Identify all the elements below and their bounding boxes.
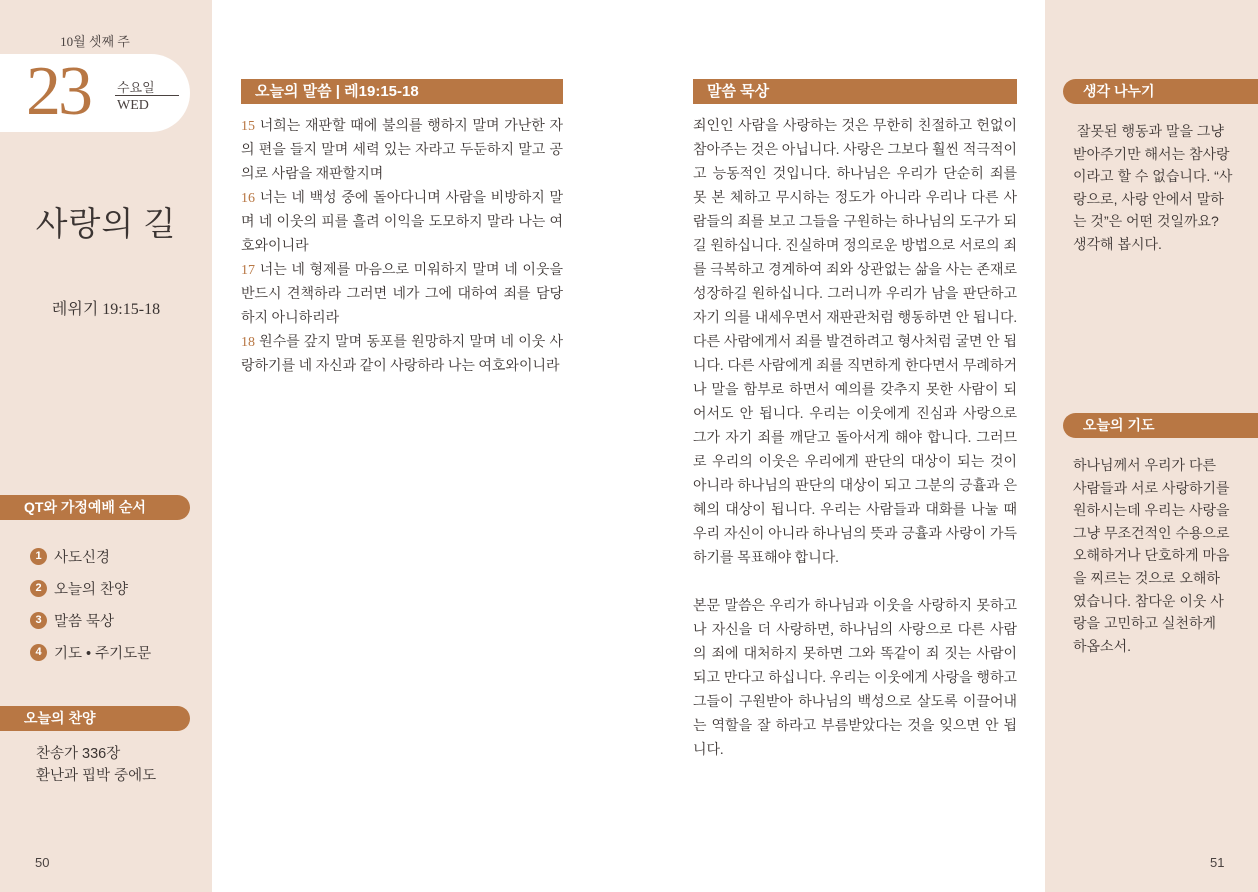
verse [241,187,563,259]
weekday-divider [115,95,179,96]
order-step [30,604,151,636]
sharing-header: 생각 나누기 [1063,79,1258,104]
scripture-reference: 레위기 19:15-18 [51,301,161,318]
weekday-korean: 수요일 [117,80,155,95]
step-number-badge: 3 [30,612,47,629]
order-step [30,572,151,604]
step-number-badge: 2 [30,580,47,597]
step-number-badge: 1 [30,548,47,565]
order-list [30,540,151,668]
hymn-number: 찬송가 336장 [36,746,121,762]
hymn-title: 환난과 핍박 중에도 [36,768,157,784]
sharing-text: 잘못된 행동과 말을 그냥 받아주기만 해서는 참사랑이라고 할 수 없습니다. “사랑으로, 사랑 안에서 말하는 것”은 어떤 것일까요? 생각해 봅시다. [1073,123,1233,252]
order-header: QT와 가정예배 순서 [0,495,190,520]
verse-number: 17 [241,263,255,278]
verse [241,115,563,187]
step-label: 오늘의 찬양 [54,581,129,598]
verse-text: 원수를 갚지 말며 동포를 원망하지 말며 네 이웃 사랑하기를 네 자신과 같이 사랑하라 나는 여호와이니라 [241,335,563,374]
scripture-header: 오늘의 말씀 | 레19:15-18 [241,79,563,104]
step-label: 사도신경 [54,549,111,566]
page-number-right: 51 [1210,855,1225,870]
hymn-header: 오늘의 찬양 [0,706,190,731]
prayer-text: 하나님께서 우리가 다른 사람들과 서로 사랑하기를 원하시는데 우리는 사랑을 그냥 무조건적인 수용으로 오해하거나 단호하게 마음을 찌르는 것으로 오해하였습니다. 참다운 이웃 사랑을 고민하고 실천하게 하옵소서. [1073,457,1230,654]
verse-text: 너는 네 형제를 마음으로 미워하지 말며 네 이웃을 반드시 견책하라 그러면 네가 그에 대하여 죄를 담당하지 아니하리라 [241,263,563,326]
order-step [30,540,151,572]
meditation-paragraph: 본문 말씀은 우리가 하나님과 이웃을 사랑하지 못하고 나 자신을 더 사랑하면, 하나님의 사랑으로 다른 사람의 죄에 대처하지 못하면 그와 똑같이 죄 짓는 사람이 되고 만다고 하십니다. 우리는 이웃에게 사랑을 행하고 그들이 구원받아 하나님의 백성으로 살도록 이끌어내는 역할을 잘 하라고 부름받았다는 것을 잊으면 안 됩니다. [693,599,1017,758]
meditation-paragraph: 죄인인 사람을 사랑하는 것은 무한히 친절하고 헌없이 참아주는 것은 아닙니다. 사랑은 그보다 훨씬 적극적이고 능동적인 것입니다. 하나님은 우리가 단순히 죄를 못 본 체하고 무시하는 정도가 아니라 우리나 다른 사람들의 죄를 보고 그들을 구원하는 하나님의 도구가 되길 원하십니다. 진실하며 정의로운 방법으로 서로의 죄를 극복하고 경계하여 죄와 상관없는 삶을 사는 존재로 성장하길 원하십니다. 그러니까 우리가 남을 판단하고 자기 의를 내세우면서 재판관처럼 행동하면 안 됩니다. 다른 사람에게서 죄를 발견하려고 형사처럼 굴면 안 됩니다. 다른 사람에게 죄를 직면하게 한다면서 무례하거나 말을 함부로 하면서 예의를 갖추지 못한 사람이 되어서도 안 됩니다. 우리는 이웃에게 진심과 사랑으로 그가 자기 죄를 깨닫고 돌아서게 해야 합니다. 그러므로 우리의 이웃은 우리에게 판단의 대상이 되는 것이 아니라 하나님의 판단의 대상이 되고 그분의 긍휼과 은혜의 대상이 됩니다. 우리는 사람들과 대화를 나눌 때 우리 자신이 아니라 하나님의 뜻과 긍휼과 사랑이 가득하기를 목표해야 합니다. [693,119,1017,566]
step-number-badge: 4 [30,644,47,661]
verse-number: 18 [241,335,255,350]
prayer-header: 오늘의 기도 [1063,413,1258,438]
page-title: 사랑의 길 [35,207,177,243]
day-number: 23 [26,53,90,130]
verse-number: 15 [241,119,255,134]
verse [241,331,563,379]
hymn-info [36,743,156,787]
step-label: 말씀 묵상 [54,613,115,630]
week-label: 10월 셋째 주 [60,34,130,49]
order-step [30,636,151,668]
page-number-left: 50 [35,855,50,870]
meditation-header: 말씀 묵상 [693,79,1017,104]
verse [241,259,563,331]
meditation-text [693,115,1017,763]
step-label: 기도 • 주기도문 [54,645,152,662]
verse-number: 16 [241,191,255,206]
weekday-english: WED [117,98,149,113]
scripture-text [241,115,563,379]
verse-text: 너희는 재판할 때에 불의를 행하지 말며 가난한 자의 편을 들지 말며 세력 있는 자라고 두둔하지 말고 공의로 사람을 재판할지며 [241,119,563,182]
verse-text: 너는 네 백성 중에 돌아다니며 사람을 비방하지 말며 네 이웃의 피를 흘려 이익을 도모하지 말라 나는 여호와이니라 [241,191,563,254]
